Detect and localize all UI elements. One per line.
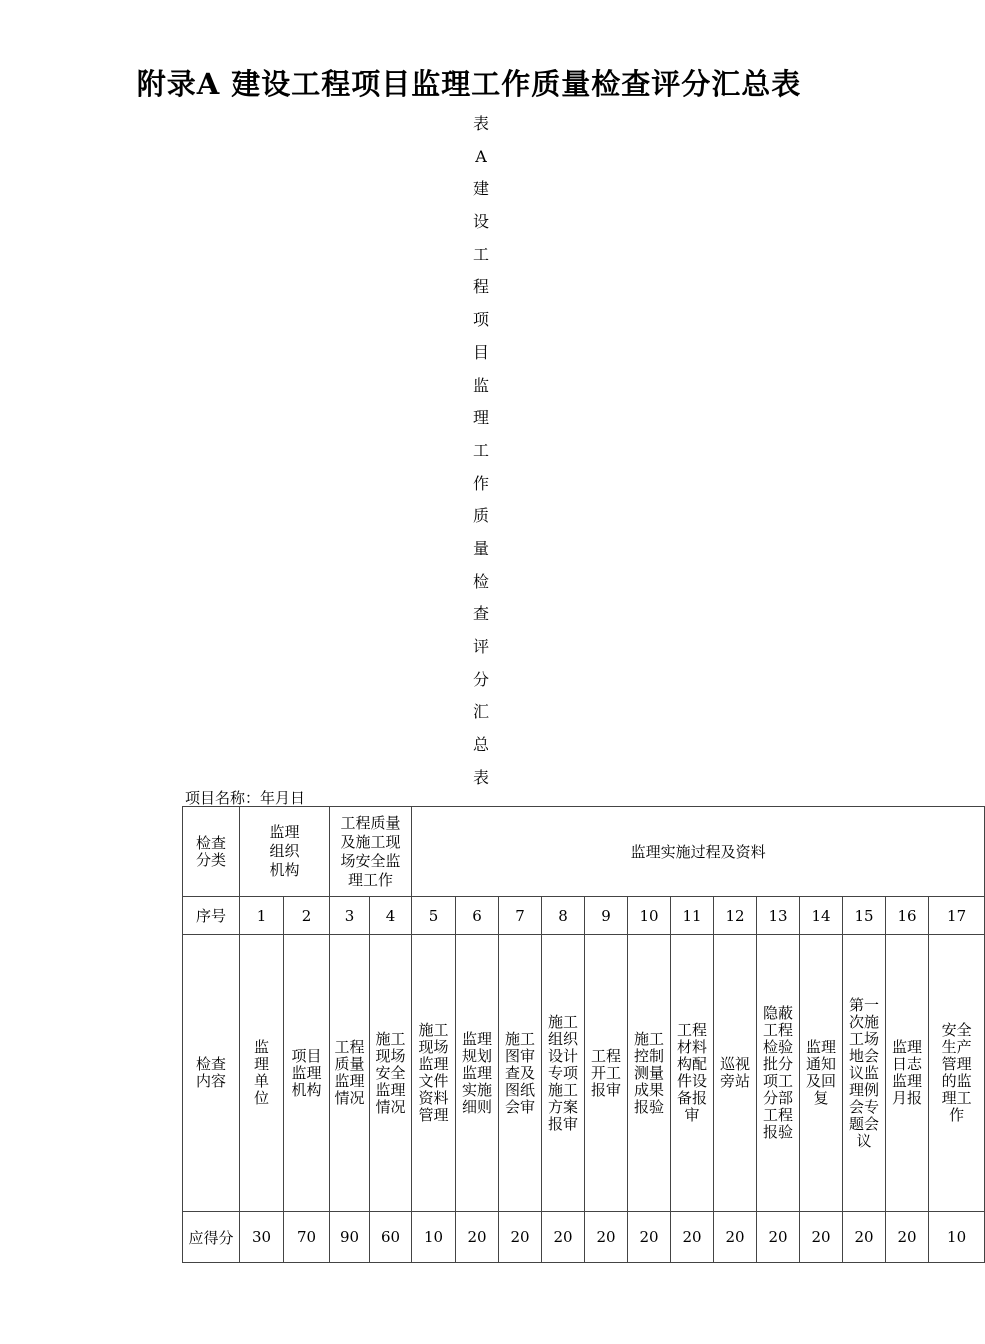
cell-text-line: 设计 (548, 1046, 579, 1065)
cell-text-line: 作 (949, 1106, 965, 1124)
cell-text-line: 理工作 (348, 870, 394, 889)
caption-char: 目 (472, 342, 489, 362)
cell-text-line: 次施 (849, 1012, 880, 1031)
content-cell-text (634, 1031, 664, 1116)
cell-text-line: 施工 (634, 1029, 665, 1048)
content-cell-text (335, 1039, 365, 1107)
score-summary-table-wrapper (182, 806, 972, 1264)
score-cell: 60 (370, 1212, 412, 1263)
sequence-cell: 16 (886, 897, 929, 935)
cell-text-line: 工程 (763, 1021, 794, 1039)
score-cell: 20 (628, 1212, 671, 1263)
sequence-cell: 9 (585, 897, 628, 935)
content-cell-text (419, 1022, 449, 1124)
cell-text-line: 议 (856, 1131, 872, 1150)
caption-char: 监 (472, 375, 489, 395)
cell-text-line: 生产 (941, 1038, 972, 1056)
score-cell: 20 (800, 1212, 843, 1263)
cell-text-line: 分部 (763, 1089, 794, 1107)
project-name-line: 项目名称：年月日 (185, 789, 306, 807)
sequence-cell: 7 (499, 897, 542, 935)
sequence-cell: 11 (671, 897, 714, 935)
content-cell (929, 935, 985, 1212)
cell-text-line: 项目 (291, 1046, 322, 1065)
score-cell: 10 (412, 1212, 456, 1263)
caption-char: 评 (472, 637, 489, 656)
cell-text-line: 月报 (892, 1089, 923, 1107)
caption-char: 质 (472, 506, 489, 526)
content-cell-text (376, 1031, 406, 1116)
cell-text-line: 监理 (892, 1072, 923, 1090)
cell-text-line: 工程质量 (340, 813, 401, 832)
cell-text-line: 理例 (849, 1080, 880, 1099)
caption-char: 项 (472, 310, 489, 330)
content-cell-text (942, 1022, 972, 1124)
cell-text-line: 报验 (634, 1097, 665, 1116)
cell-text-line: 测量 (634, 1063, 665, 1082)
cell-text-line: 管理 (941, 1055, 972, 1073)
cell-text-line: 实施 (462, 1080, 493, 1099)
caption-char: 设 (472, 212, 489, 232)
caption-char: 建 (472, 179, 489, 199)
sequence-cell: 15 (843, 897, 886, 935)
cell-text-line: 监理 (462, 1063, 493, 1082)
content-cell-text (254, 1039, 269, 1107)
cell-text-line: 会专 (849, 1097, 880, 1116)
row-label-line: 分类 (195, 850, 226, 869)
content-cell (499, 935, 542, 1212)
cell-text-line: 工程 (334, 1038, 365, 1056)
cell-text-line: 资料 (418, 1089, 449, 1107)
cell-text-line: 项工 (763, 1072, 794, 1090)
content-cell-text (677, 1022, 707, 1124)
cell-text-line: 现场 (418, 1038, 449, 1056)
content-cell-text (462, 1031, 492, 1116)
sequence-cell: 17 (929, 897, 985, 935)
cell-text-line: 文件 (418, 1072, 449, 1090)
cell-text-line: 施工 (375, 1029, 406, 1048)
content-cell (800, 935, 843, 1212)
content-cell (843, 935, 886, 1212)
vertical-table-caption (470, 108, 492, 794)
cell-text-line: 施工 (548, 1080, 579, 1099)
content-row-label (183, 935, 240, 1212)
caption-char: 程 (472, 277, 489, 297)
caption-char: 量 (472, 538, 489, 558)
cell-text-line: 施工 (418, 1021, 449, 1039)
caption-char: 查 (472, 604, 489, 624)
content-cell-text (806, 1039, 836, 1107)
caption-char: 总 (472, 735, 489, 755)
content-cell-text (849, 997, 879, 1150)
cell-text-line: 及施工现 (340, 832, 401, 851)
cell-text-line: 复 (813, 1089, 829, 1107)
cell-text-line: 机构 (269, 861, 300, 879)
cell-text-line: 报验 (763, 1123, 794, 1141)
cell-text-line: 情况 (375, 1097, 406, 1116)
cell-text-line: 控制 (634, 1046, 665, 1065)
cell-text-line: 监理 (892, 1038, 923, 1056)
sequence-cell: 3 (330, 897, 370, 935)
category-row (183, 807, 985, 897)
cell-text-line: 检验 (763, 1038, 794, 1056)
content-cell (757, 935, 800, 1212)
score-cell: 20 (585, 1212, 628, 1263)
content-cell (671, 935, 714, 1212)
cell-text-line: 工程 (591, 1046, 622, 1065)
cell-text-line: 安全 (941, 1021, 972, 1039)
cell-text-line: 监理 (806, 1038, 837, 1056)
cell-text-line: 查及 (505, 1063, 536, 1082)
content-cell-text (892, 1039, 922, 1107)
sequence-cell: 2 (284, 897, 330, 935)
sequence-cell: 12 (714, 897, 757, 935)
caption-char: 作 (472, 473, 489, 493)
content-cell (370, 935, 412, 1212)
content-cell (330, 935, 370, 1212)
score-cell: 70 (284, 1212, 330, 1263)
content-cell (240, 935, 284, 1212)
cell-text-line: 地会 (849, 1046, 880, 1065)
cell-text-line: 题会 (849, 1114, 880, 1133)
category-quality-safety (330, 807, 412, 897)
row-label-line: 检查 (195, 833, 226, 852)
cell-text-line: 通知 (806, 1055, 837, 1073)
cell-text-line: 工程 (677, 1021, 708, 1039)
cell-text-line: 监理 (375, 1080, 406, 1099)
sequence-cell: 10 (628, 897, 671, 935)
row-label-line: 检查 (195, 1055, 226, 1073)
cell-text-line: 场安全监 (340, 851, 401, 870)
cell-text-line: 位 (253, 1089, 269, 1107)
cell-text-line: 件设 (677, 1072, 708, 1090)
cell-text-line: 监理 (269, 823, 300, 841)
cell-text-line: 批分 (763, 1055, 794, 1073)
cell-text-line: 材料 (677, 1038, 708, 1056)
score-row-label: 应得分 (183, 1212, 240, 1263)
caption-char: 分 (472, 669, 489, 689)
cell-text-line: 及回 (806, 1072, 837, 1090)
cell-text-line: 审 (684, 1106, 700, 1124)
cell-text-line: 报审 (591, 1080, 622, 1099)
caption-char: 工 (472, 244, 489, 264)
content-cell-text (548, 1014, 578, 1133)
cell-text-line: 图纸 (505, 1080, 536, 1099)
cell-text-line: 组织 (269, 842, 300, 860)
row-label-line: 内容 (195, 1072, 226, 1090)
cell-text-line: 巡视 (720, 1055, 751, 1073)
sequence-row-label: 序号 (183, 897, 240, 935)
content-cell (714, 935, 757, 1212)
cell-text-line: 监理 (418, 1055, 449, 1073)
cell-text-line: 现场 (375, 1046, 406, 1065)
cell-text-line: 第一 (849, 995, 880, 1014)
document-title: 附录A 建设工程项目监理工作质量检查评分汇总表 (136, 67, 802, 101)
content-cell (284, 935, 330, 1212)
cell-text-line: 日志 (892, 1055, 923, 1073)
cell-text-line: 会审 (505, 1097, 536, 1116)
cell-text-line: 图审 (505, 1046, 536, 1065)
content-cell-text (292, 1048, 322, 1099)
caption-char: 理 (472, 408, 489, 428)
cell-text-line: 开工 (591, 1063, 622, 1082)
score-cell: 10 (929, 1212, 985, 1263)
score-cell: 20 (456, 1212, 499, 1263)
sequence-cell: 8 (542, 897, 585, 935)
sequence-cell: 1 (240, 897, 284, 935)
content-row (183, 935, 985, 1212)
cell-text-line: 监理 (291, 1063, 322, 1082)
cell-text-line: 监理 (462, 1029, 493, 1048)
cell-text-line: 监 (253, 1038, 269, 1056)
content-cell (585, 935, 628, 1212)
score-cell: 20 (542, 1212, 585, 1263)
content-cell-text (505, 1031, 535, 1116)
score-row (183, 1212, 985, 1263)
content-cell-text (763, 1005, 793, 1141)
sequence-cell: 6 (456, 897, 499, 935)
cell-text-line: 方案 (548, 1097, 579, 1116)
cell-text-line: 隐蔽 (763, 1004, 794, 1022)
cell-text-line: 细则 (462, 1097, 493, 1116)
cell-text-line: 理 (253, 1055, 269, 1073)
score-cell: 20 (886, 1212, 929, 1263)
cell-text-line: 理工 (941, 1089, 972, 1107)
content-cell-text (591, 1048, 621, 1099)
cell-text-line: 情况 (334, 1089, 365, 1107)
content-cell (886, 935, 929, 1212)
cell-text-line: 专项 (548, 1063, 579, 1082)
sequence-cell: 4 (370, 897, 412, 935)
sequence-cell: 13 (757, 897, 800, 935)
content-cell-text (720, 1056, 750, 1090)
cell-text-line: 议监 (849, 1063, 880, 1082)
sequence-row (183, 897, 985, 935)
caption-char: 工 (472, 440, 489, 460)
cell-text-line: 成果 (634, 1080, 665, 1099)
category-process-records: 监理实施过程及资料 (412, 807, 985, 897)
score-summary-table (182, 806, 985, 1263)
category-supervision-org (240, 807, 330, 897)
cell-text-line: 报审 (548, 1114, 579, 1133)
caption-char: 检 (472, 571, 489, 591)
cell-text-line: 单 (253, 1072, 269, 1090)
cell-text-line: 施工 (505, 1029, 536, 1048)
score-cell: 30 (240, 1212, 284, 1263)
cell-text-line: 施工 (548, 1012, 579, 1031)
caption-char: 汇 (472, 702, 489, 722)
score-cell: 20 (499, 1212, 542, 1263)
score-cell: 20 (843, 1212, 886, 1263)
sequence-cell: 14 (800, 897, 843, 935)
cell-text-line: 安全 (375, 1063, 406, 1082)
score-cell: 20 (757, 1212, 800, 1263)
cell-text-line: 组织 (548, 1029, 579, 1048)
cell-text-line: 工场 (849, 1029, 880, 1048)
cell-text-line: 工程 (763, 1106, 794, 1124)
caption-char: A (475, 146, 487, 166)
content-cell (628, 935, 671, 1212)
caption-char: 表 (472, 767, 489, 787)
cell-text-line: 的监 (941, 1072, 972, 1090)
score-cell: 20 (714, 1212, 757, 1263)
cell-text-line: 监理 (334, 1072, 365, 1090)
cell-text-line: 机构 (291, 1080, 322, 1099)
sequence-cell: 5 (412, 897, 456, 935)
score-cell: 90 (330, 1212, 370, 1263)
cell-text-line: 构配 (677, 1055, 708, 1073)
cell-text-line: 规划 (462, 1046, 493, 1065)
cell-text-line: 备报 (677, 1089, 708, 1107)
category-row-label (183, 807, 240, 897)
cell-text-line: 管理 (418, 1106, 449, 1124)
caption-char: 表 (472, 114, 489, 133)
cell-text-line: 质量 (334, 1055, 365, 1073)
content-cell (412, 935, 456, 1212)
content-cell (542, 935, 585, 1212)
cell-text-line: 旁站 (720, 1072, 751, 1090)
content-cell (456, 935, 499, 1212)
score-cell: 20 (671, 1212, 714, 1263)
